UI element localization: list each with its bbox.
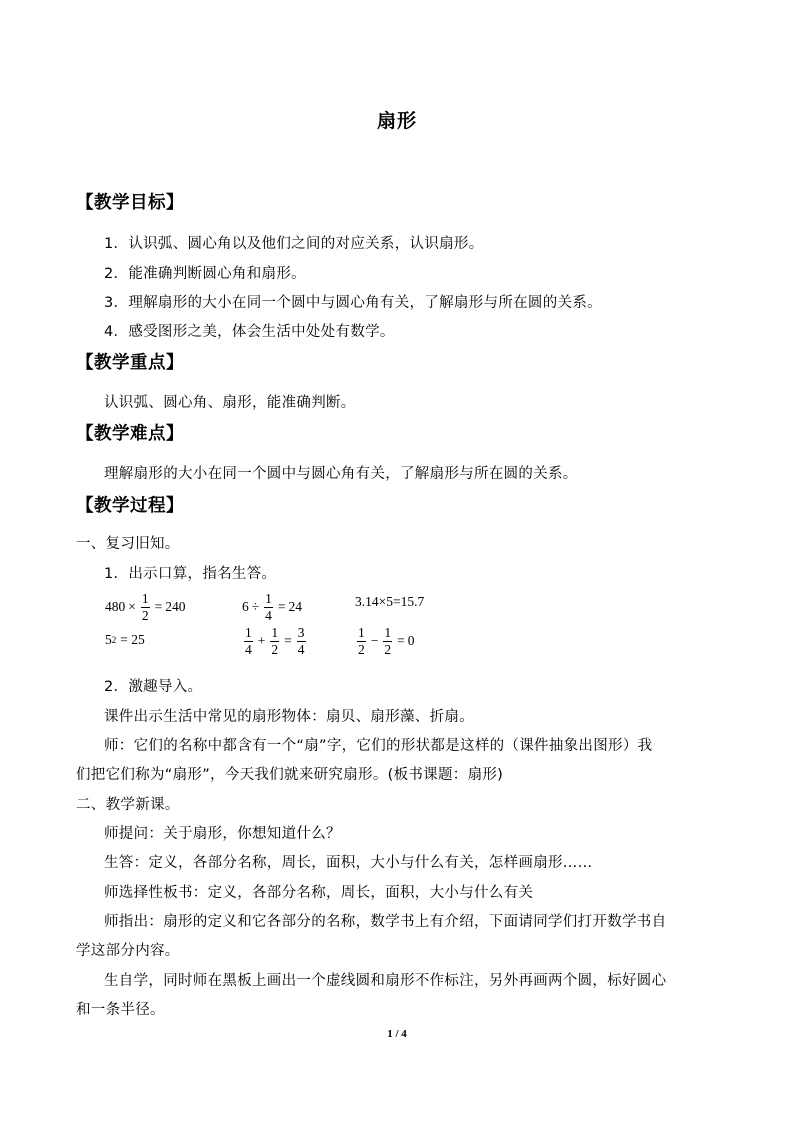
fraction: $\frac{1}{2}$ [358, 625, 365, 657]
step2-text: 2．激趣导入。 [104, 679, 203, 695]
math-expr-6: $\frac{1}{2}$ − $\frac{1}{2}$ = 0 [358, 625, 415, 657]
paragraph-continued: 们把它们称为“扇形”，今天我们就来研究扇形。(板书课题：扇形) [76, 767, 504, 783]
objective-3: 3．理解扇形的大小在同一个圆中与圆心角有关，了解扇形与所在圆的关系。 [104, 295, 602, 311]
paragraph-continued: 学这部分内容。 [76, 943, 180, 959]
heading-difficulties: 【教学难点】 [76, 424, 184, 444]
paragraph: 生自学，同时师在黑板上画出一个虚线圆和扇形不作标注，另外再画两个圆，标好圆心 [104, 973, 667, 989]
paragraph: 师选择性板书：定义，各部分名称，周长，面积，大小与什么有关 [104, 885, 534, 901]
paragraph: 师指出：扇形的定义和它各部分的名称，数学书上有介绍，下面请同学们打开数学书自 [104, 914, 667, 930]
heading-process: 【教学过程】 [76, 496, 184, 516]
part2-heading: 二、教学新课。 [76, 797, 180, 813]
math-expr-4: 5 2 = 25 [105, 632, 145, 647]
fraction: $\frac{1}{2}$ [271, 625, 279, 657]
fraction: $\frac{3}{4}$ [297, 625, 305, 657]
objective-4: 4．感受图形之美，体会生活中处处有数学。 [104, 324, 395, 340]
part1-heading: 一、复习旧知。 [76, 536, 180, 552]
math-expr-1: 480 × $\frac{1}{2}$ = 240 [105, 591, 186, 623]
difficulty-text: 理解扇形的大小在同一个圆中与圆心角有关，了解扇形与所在圆的关系。 [104, 466, 578, 482]
fraction: $\frac{1}{4}$ [245, 625, 252, 657]
math-expr-2: 6 ÷ $\frac{1}{4}$ = 24 [242, 591, 303, 623]
math-expr-5: $\frac{1}{4}$ + $\frac{1}{2}$ = $\frac{3}{4}$ [245, 625, 305, 657]
fraction: $\frac{1}{2}$ [384, 625, 392, 657]
paragraph: 生答：定义，各部分名称，周长，面积，大小与什么有关，怎样画扇形…… [104, 855, 593, 871]
page-number: 1 / 4 [387, 1028, 407, 1040]
objective-1: 1．认识弧、圆心角以及他们之间的对应关系，认识扇形。 [104, 236, 484, 252]
paragraph: 师：它们的名称中都含有一个“扇”字，它们的形状都是这样的（课件抽象出图形）我 [104, 738, 653, 754]
objective-2: 2．能准确判断圆心角和扇形。 [104, 266, 306, 282]
math-expr-3: 3.14×5=15.7 [355, 594, 425, 609]
fraction: $\frac{1}{2}$ [141, 591, 149, 623]
paragraph: 师提问：关于扇形，你想知道什么？ [104, 826, 341, 842]
heading-objectives: 【教学目标】 [76, 193, 184, 213]
paragraph-continued: 和一条半径。 [76, 1002, 165, 1018]
heading-keypoints: 【教学重点】 [76, 353, 184, 373]
paragraph: 课件出示生活中常见的扇形物体：扇贝、扇形藻、折扇。 [104, 709, 474, 725]
fraction: $\frac{1}{4}$ [265, 591, 272, 623]
keypoint-text: 认识弧、圆心角、扇形，能准确判断。 [104, 395, 356, 411]
page-title: 扇形 [376, 110, 417, 132]
step1-text: 1．出示口算，指名生答。 [104, 566, 277, 582]
